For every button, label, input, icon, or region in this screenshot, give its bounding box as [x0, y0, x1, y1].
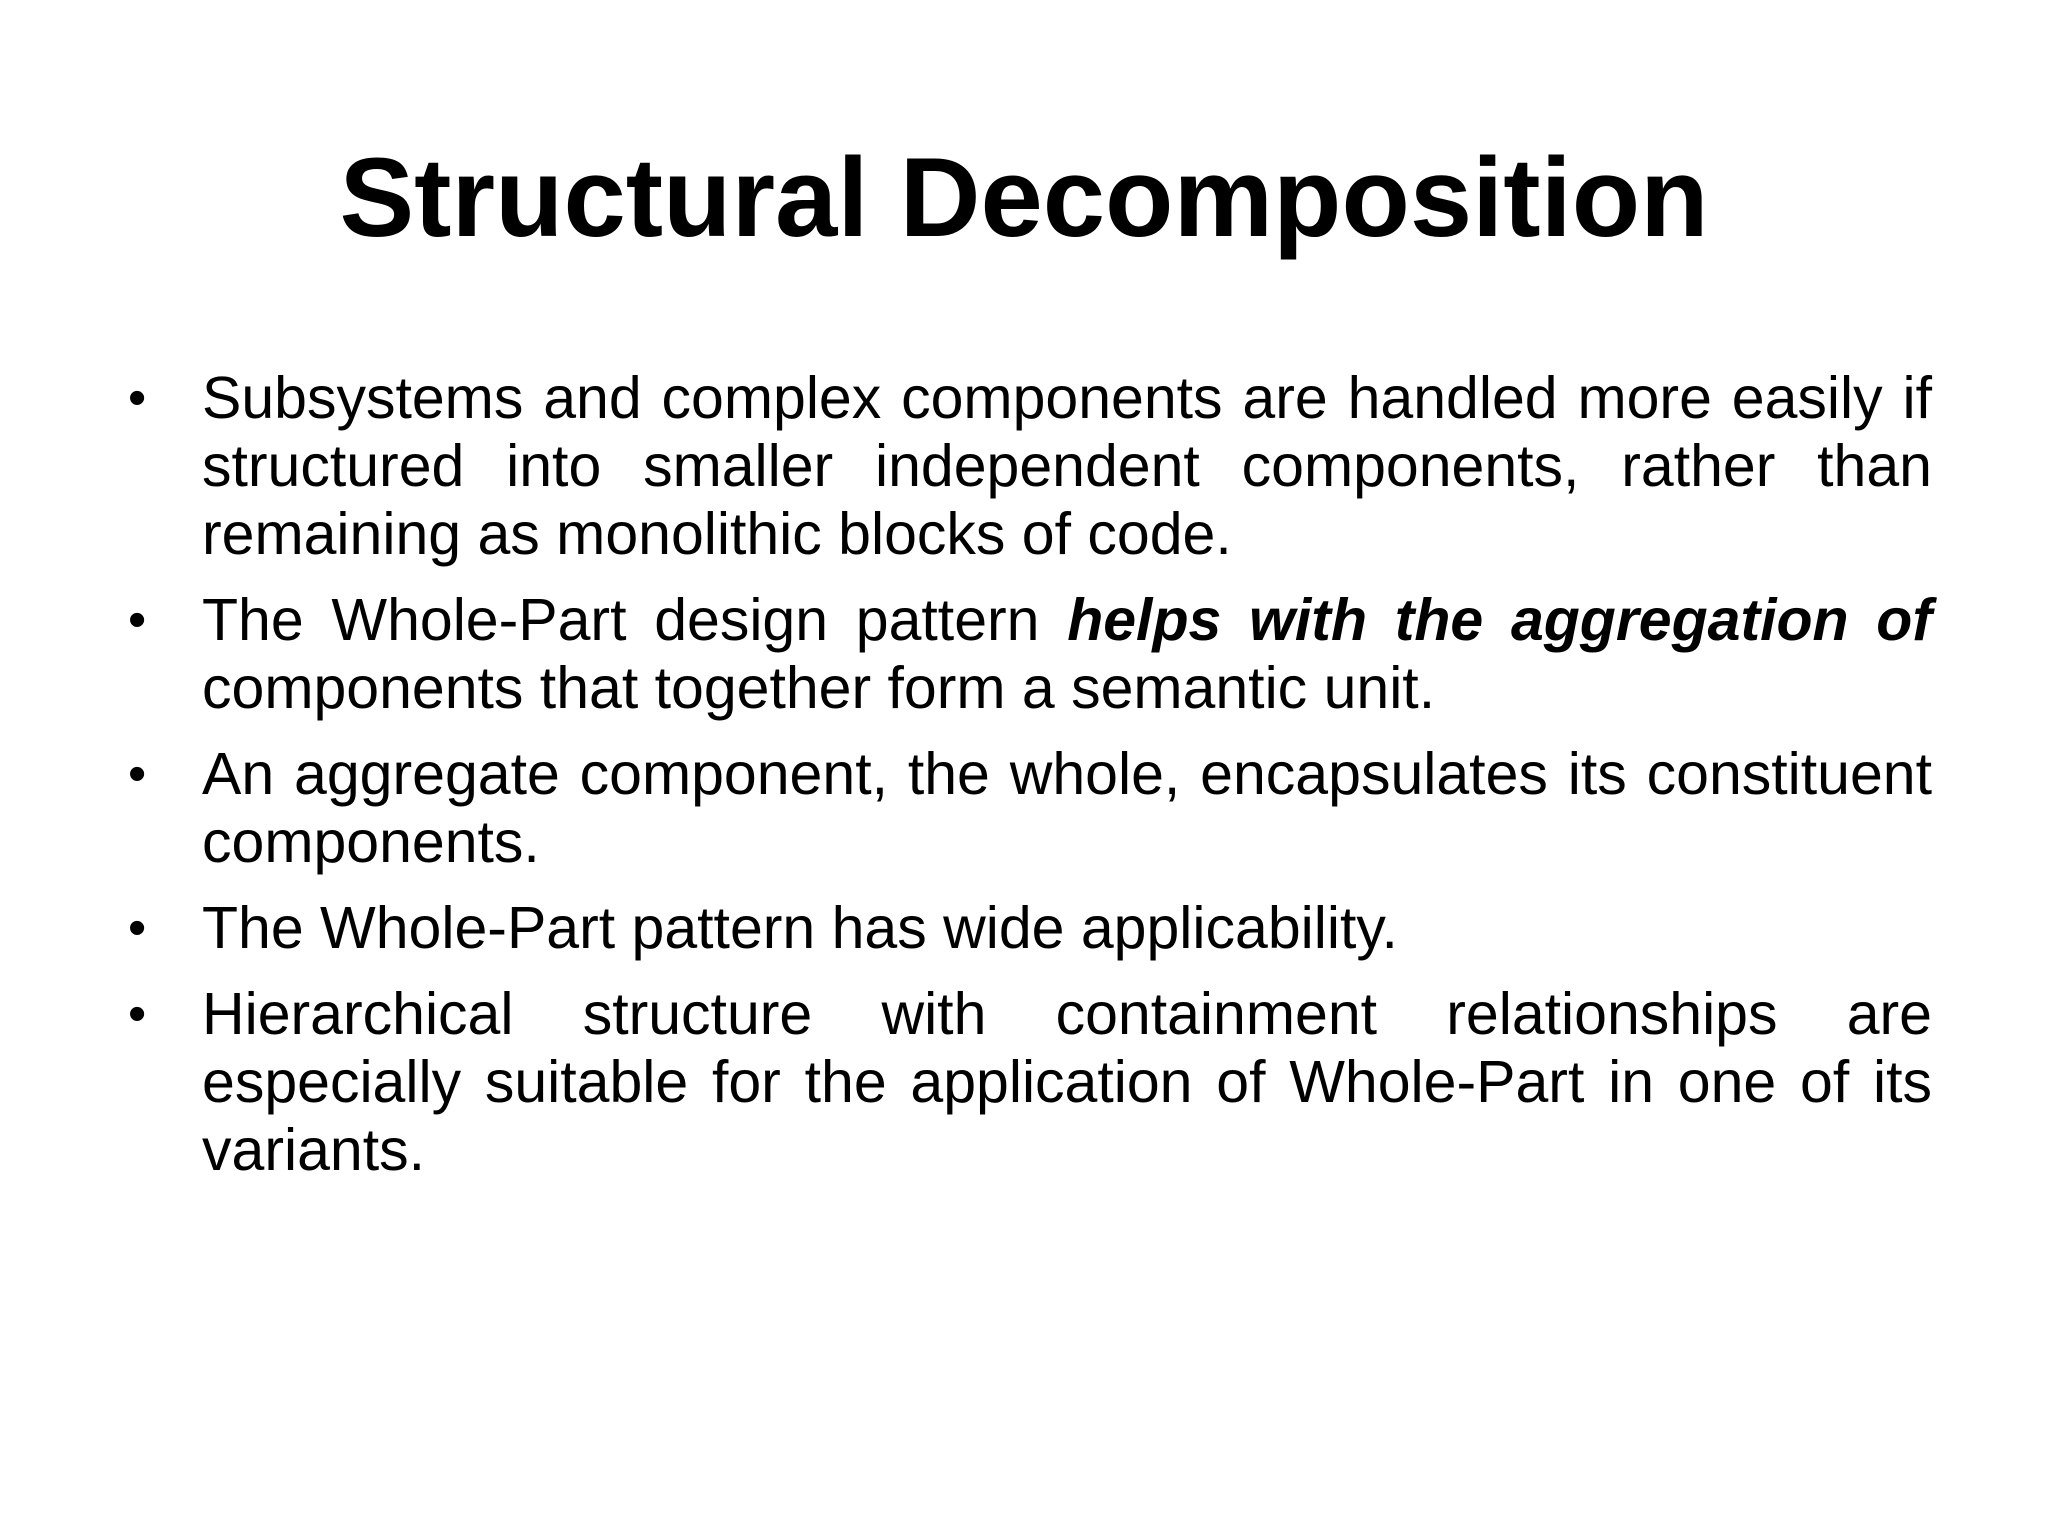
bullet-item [116, 894, 1932, 962]
bullet-text: Hierarchical structure with containment relationships are especially suitable for the application of Whole-Part in one of its variants. [202, 981, 1932, 1183]
bullet-item [116, 364, 1932, 568]
bullet-point-icon: • [128, 985, 147, 1043]
bullet-list [116, 364, 1932, 1202]
bullet-text: The Whole-Part pattern has wide applicability. [202, 895, 1398, 961]
bullet-text: An aggregate component, the whole, encapsulates its constituent components. [202, 741, 1932, 875]
bullet-text-before: The Whole-Part design pattern [202, 587, 1068, 653]
bullet-point-icon: • [128, 591, 147, 649]
bullet-point-icon: • [128, 745, 147, 803]
bullet-item [116, 586, 1932, 722]
bullet-point-icon: • [128, 899, 147, 957]
bullet-text-emphasis: helps with the aggregation of [1067, 587, 1932, 653]
bullet-text: Subsystems and complex components are handled more easily if structured into smaller independent components, rather than remaining as monolithic blocks of code. [202, 365, 1932, 567]
bullet-item [116, 740, 1932, 876]
bullet-point-icon: • [128, 369, 147, 427]
bullet-item [116, 980, 1932, 1184]
bullet-text-after: components that together form a semantic unit. [202, 655, 1436, 721]
slide-title: Structural Decomposition [339, 135, 1709, 260]
